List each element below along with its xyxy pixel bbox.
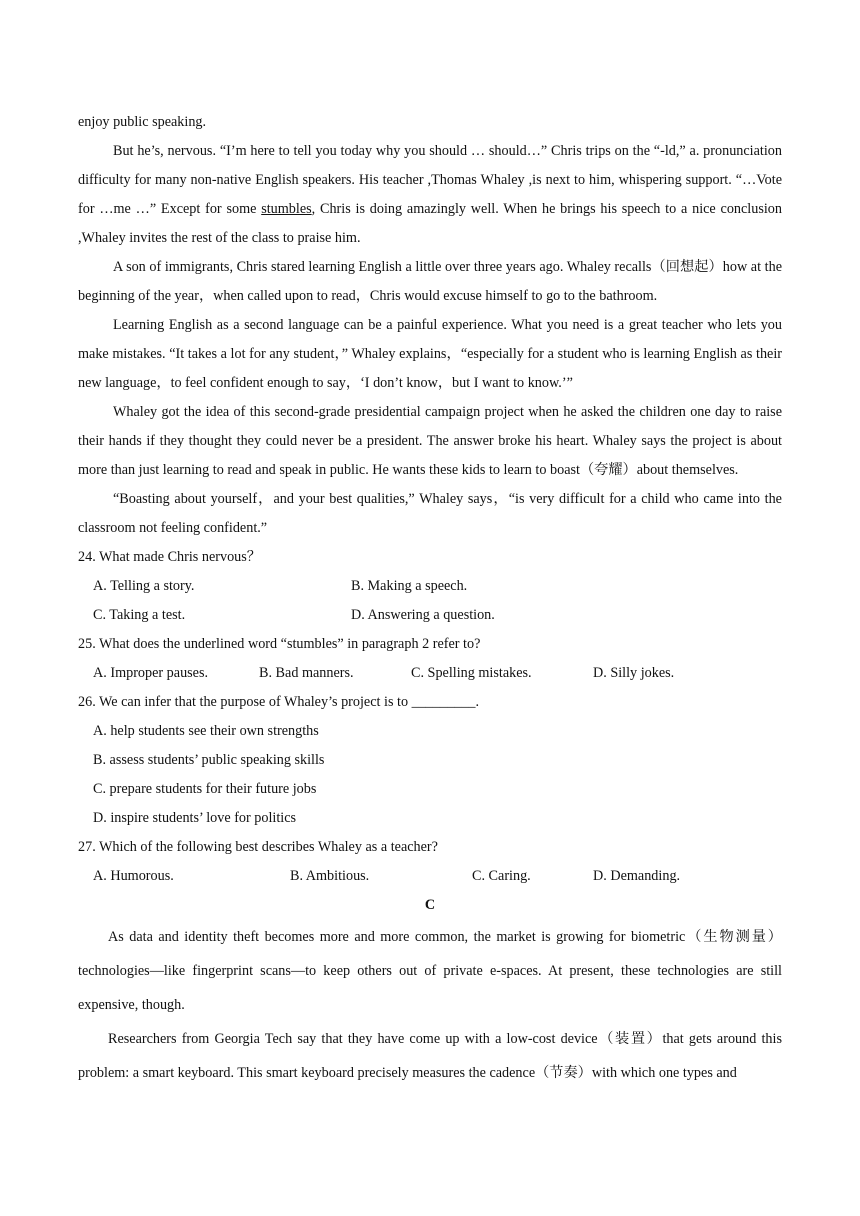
passage-c-paragraph-1: As data and identity theft becomes more and more common, the market is growing for biometric（生物测量）technologies—like fingerprint scans—to keep others out of private e-spaces. At present, these technologies are still expensive, though. — [78, 929, 782, 1013]
question-27-option-c: C. Caring. — [472, 868, 531, 884]
question-25-option-d: D. Silly jokes. — [593, 665, 675, 681]
p2-text-before: But he’s, nervous. “I’m here to tell you today why you should … should…” Chris trips on the “-ld,” a. pronunciation difficulty for many non-native English speakers. His teacher ,Thomas Whaley ,is next to him, whispering support. “…Vote for …me …” Except for some — [78, 143, 782, 217]
passage-b-paragraph-4: Learning English as a second language can be a painful experience. What you need is a great teacher who lets you make mistakes. “It takes a lot for any student，” Whaley explains，“especially for a student who is learning English as their new language，to feel confident enough to say，‘I don’t know，but I want to know.’” — [78, 317, 782, 391]
document-page — [78, 108, 782, 1090]
p2-text-after: , Chris is doing amazingly well. When he brings his speech to a nice conclusion ,Whaley invites the rest of the class to praise him. — [78, 201, 782, 246]
passage-b-paragraph-2 — [78, 137, 782, 253]
question-26-option-b: B. assess students’ public speaking skills — [93, 752, 325, 768]
question-25-option-a: A. Improper pauses. — [93, 665, 209, 681]
question-27-option-d: D. Demanding. — [593, 868, 681, 884]
question-24-option-c: C. Taking a test. — [93, 607, 186, 623]
question-24-options-row-2 — [78, 601, 782, 630]
question-27-option-b: B. Ambitious. — [290, 868, 370, 884]
question-24-option-a: A. Telling a story. — [93, 578, 195, 594]
passage-b-paragraph-3: A son of immigrants, Chris stared learning English a little over three years ago. Whaley recalls（回想起）how at the beginning of the year，when called upon to read，Chris would excuse himself to go to the bathroom. — [78, 259, 782, 304]
question-26-option-a: A. help students see their own strengths — [93, 723, 319, 739]
question-25-stem: 25. What does the underlined word “stumbles” in paragraph 2 refer to? — [78, 636, 481, 652]
question-25-options — [78, 659, 782, 688]
question-25-option-c: C. Spelling mistakes. — [411, 665, 532, 681]
passage-b-paragraph-5: Whaley got the idea of this second-grade presidential campaign project when he asked the children one day to raise their hands if they thought they could never be a president. The answer broke his heart. Whaley says the project is about more than just learning to read and speak in public. He wants these kids to learn to boast（夸耀）about themselves. — [78, 404, 782, 478]
question-27-option-a: A. Humorous. — [93, 868, 174, 884]
question-26-stem: 26. We can infer that the purpose of Whaley’s project is to _________. — [78, 694, 480, 710]
question-24-stem: 24. What made Chris nervous？ — [78, 549, 261, 565]
question-24-option-b: B. Making a speech. — [351, 578, 468, 594]
passage-c-title: C — [424, 897, 436, 913]
question-27-options — [78, 862, 782, 891]
question-26-option-c: C. prepare students for their future jobs — [93, 781, 317, 797]
question-24-options-row-1 — [78, 572, 782, 601]
passage-b-paragraph-1-tail: enjoy public speaking. — [78, 114, 207, 130]
question-27-stem: 27. Which of the following best describes Whaley as a teacher? — [78, 839, 438, 855]
passage-c-paragraph-2: Researchers from Georgia Tech say that they have come up with a low-cost device（装置）that gets around this problem: a smart keyboard. This smart keyboard precisely measures the cadence（节奏）with which one types and — [78, 1031, 782, 1081]
underlined-word-stumbles: stumbles — [261, 201, 312, 217]
question-26-option-d: D. inspire students’ love for politics — [93, 810, 297, 826]
question-25-option-b: B. Bad manners. — [259, 665, 354, 681]
question-24-option-d: D. Answering a question. — [351, 607, 495, 623]
passage-b-paragraph-6: “Boasting about yourself，and your best qualities,” Whaley says，“is very difficult for a child who came into the classroom not feeling confident.” — [78, 491, 782, 536]
